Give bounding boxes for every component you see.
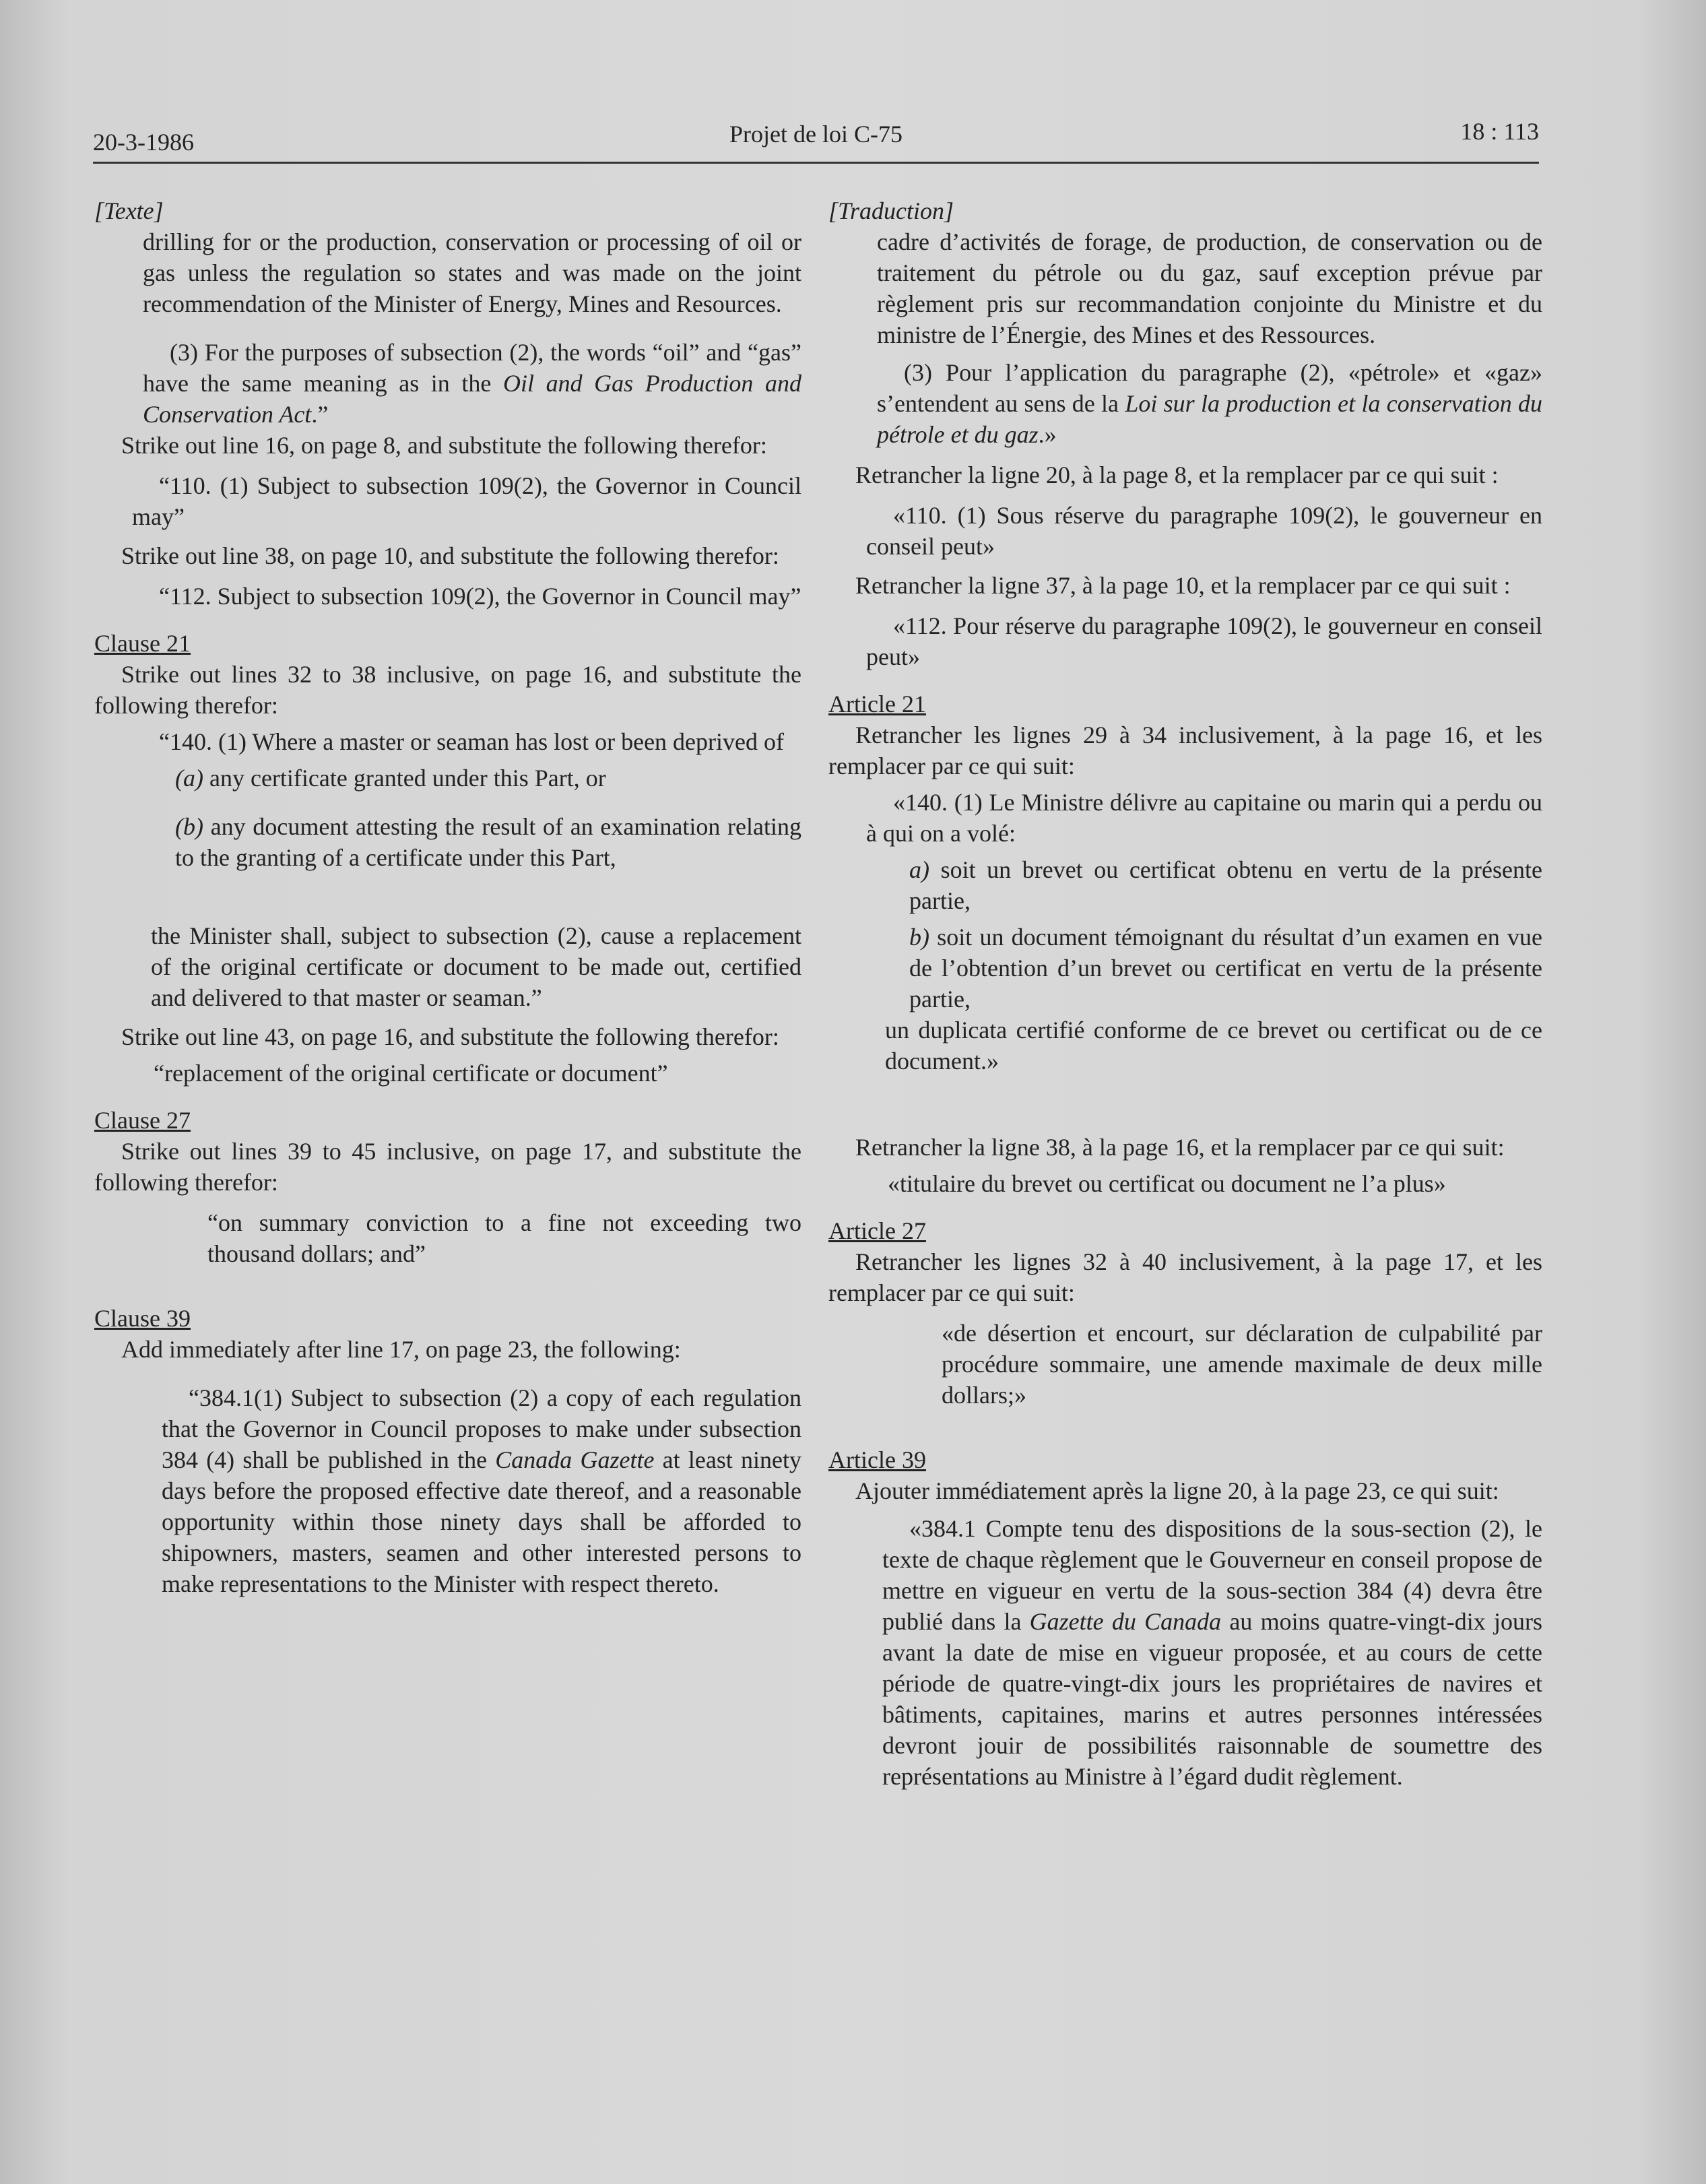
text-run: soit un brevet ou certificat obtenu en vertu de la présente partie,: [909, 856, 1542, 914]
paragraph: drilling for or the production, conservation or processing of oil or gas unless the regulation so states and was made on the joint recommendation of the Minister of Energy, Mines and Resources.: [143, 228, 801, 317]
amendment-text: the Minister shall, subject to subsection (2), cause a replacement of the original certificate or document to be made out, certified and delivered to that master or seaman.”: [151, 922, 801, 1011]
amendment-text: «110. (1) Sous réserve du paragraphe 109(2), le gouverneur en conseil peut»: [866, 502, 1542, 560]
instruction: Strike out lines 32 to 38 inclusive, on page 16, and substitute the following therefor:: [94, 661, 801, 719]
list-item: [94, 763, 801, 794]
instruction: Retrancher les lignes 29 à 34 inclusivement, à la page 16, et les remplacer par ce qui suit:: [828, 721, 1542, 779]
amendment-text: un duplicata certifié conforme de ce brevet ou certificat ou de ce document.»: [885, 1017, 1542, 1074]
list-item: [828, 922, 1542, 1015]
header-page-number: 18 : 113: [1460, 118, 1539, 145]
text-run: any certificate granted under this Part, or: [203, 765, 606, 792]
text-run: au moins quatre-vingt-dix jours avant la date de mise en vigueur proposée, et au cours de cette période de quatre-vingt-dix jours les propriétaires de navires et bâtiments, capitaines, marins et autres personnes intéressées devront jouir de possibilités raisonnable de soumettre des représentations au Ministre à l’égard dudit règlement.: [882, 1608, 1543, 1790]
section-heading: Clause 27: [94, 1107, 191, 1134]
amendment-text: [828, 1513, 1542, 1792]
instruction: Add immediately after line 17, on page 23, the following:: [121, 1336, 681, 1363]
item-marker: b): [909, 924, 929, 951]
instruction: Ajouter immédiatement après la ligne 20, à la page 23, ce qui suit:: [855, 1477, 1499, 1504]
item-marker: (b): [175, 813, 203, 840]
section-heading: Article 27: [828, 1217, 926, 1244]
text-run: (3) Pour l’application du paragraphe (2), «pétrole» et «gaz» s’entendent au sens de la: [877, 359, 1542, 417]
text-label: [Texte]: [94, 197, 164, 224]
act-title: Loi sur la production et la conservation du pétrole et du gaz: [877, 390, 1542, 448]
english-column: [94, 195, 801, 1599]
header-bill-title: Projet de loi C-75: [729, 121, 903, 148]
publication-title: Canada Gazette: [495, 1446, 655, 1473]
amendment-text: “on summary conviction to a fine not exceeding two thousand dollars; and”: [207, 1209, 801, 1267]
text-run: at least ninety days before the proposed effective date thereof, and a reasonable opportunity within those ninety days shall be afforded to shipowners, masters, seamen and other interested persons to make representations to the Minister with respect thereto.: [162, 1446, 802, 1597]
text-run: “384.1(1) Subject to subsection (2) a copy of each regulation that the Governor in Council proposes to make under subsection 384 (4) shall be published in the: [162, 1384, 801, 1473]
section-heading: Clause 39: [94, 1305, 191, 1332]
text-run: «384.1 Compte tenu des dispositions de la sous-section (2), le texte de chaque règlement que le Gouverneur en conseil propose de mettre en vigueur en vertu de la sous-section 384 (4) devra être publié dans la: [882, 1515, 1542, 1635]
instruction: Strike out lines 39 to 45 inclusive, on page 17, and substitute the following therefor:: [94, 1138, 801, 1196]
translation-label: [Traduction]: [828, 197, 954, 224]
amendment-text: «112. Pour réserve du paragraphe 109(2), le gouverneur en conseil peut»: [866, 612, 1542, 670]
section-heading: Article 21: [828, 690, 926, 717]
instruction: Strike out line 16, on page 8, and substitute the following therefor:: [121, 432, 767, 459]
paragraph: cadre d’activités de forage, de production, de conservation ou de traitement du pétrole ou du gaz, sauf exception prévue par règlement pris sur recommandation conjointe du Ministre et du ministre de l’Énergie, des Mines et des Ressources.: [877, 228, 1542, 348]
paragraph: [94, 337, 801, 430]
section-heading: Article 39: [828, 1446, 926, 1473]
act-title: Oil and Gas Production and Conservation Act: [143, 370, 802, 428]
paragraph: [828, 357, 1542, 450]
amendment-text: «titulaire du brevet ou certificat ou document ne l’a plus»: [888, 1170, 1446, 1197]
amendment-text: [94, 1382, 801, 1599]
instruction: Retrancher la ligne 20, à la page 8, et la remplacer par ce qui suit :: [855, 461, 1499, 488]
text-run: .”: [311, 401, 329, 428]
amendment-text: “110. (1) Subject to subsection 109(2), the Governor in Council may”: [132, 472, 801, 530]
text-run: any document attesting the result of an examination relating to the granting of a certificate under this Part,: [175, 813, 801, 871]
item-marker: (a): [175, 765, 203, 792]
instruction: Strike out line 38, on page 10, and substitute the following therefor:: [121, 542, 779, 569]
instruction: Retrancher la ligne 37, à la page 10, et la remplacer par ce qui suit :: [855, 572, 1511, 599]
french-column: [828, 195, 1542, 1792]
text-run: .»: [1038, 421, 1057, 448]
list-item: [828, 854, 1542, 916]
publication-title: Gazette du Canada: [1029, 1608, 1222, 1635]
header-date: 20-3-1986: [93, 129, 194, 156]
text-run: (3) For the purposes of subsection (2), the words “oil” and “gas” have the same meaning as in the: [143, 339, 801, 397]
amendment-text: “replacement of the original certificate or document”: [154, 1060, 668, 1087]
item-marker: a): [909, 856, 929, 883]
text-run: soit un document témoignant du résultat d’un examen en vue de l’obtention d’un brevet ou certificat en vertu de la présente partie,: [909, 924, 1542, 1013]
instruction: Strike out line 43, on page 16, and substitute the following therefor:: [121, 1023, 779, 1050]
list-item: [94, 811, 801, 873]
instruction: Retrancher les lignes 32 à 40 inclusivement, à la page 17, et les remplacer par ce qui suit:: [828, 1248, 1542, 1306]
amendment-text: «de désertion et encourt, sur déclaration de culpabilité par procédure sommaire, une amende maximale de deux mille dollars;»: [942, 1320, 1542, 1409]
amendment-text: «140. (1) Le Ministre délivre au capitaine ou marin qui a perdu ou à qui on a volé:: [866, 789, 1542, 847]
page-header: [93, 115, 1539, 164]
instruction: Retrancher la ligne 38, à la page 16, et la remplacer par ce qui suit:: [855, 1134, 1505, 1161]
amendment-text: “140. (1) Where a master or seaman has lost or been deprived of: [159, 728, 784, 755]
section-heading: Clause 21: [94, 630, 191, 657]
amendment-text: “112. Subject to subsection 109(2), the Governor in Council may”: [159, 583, 801, 610]
